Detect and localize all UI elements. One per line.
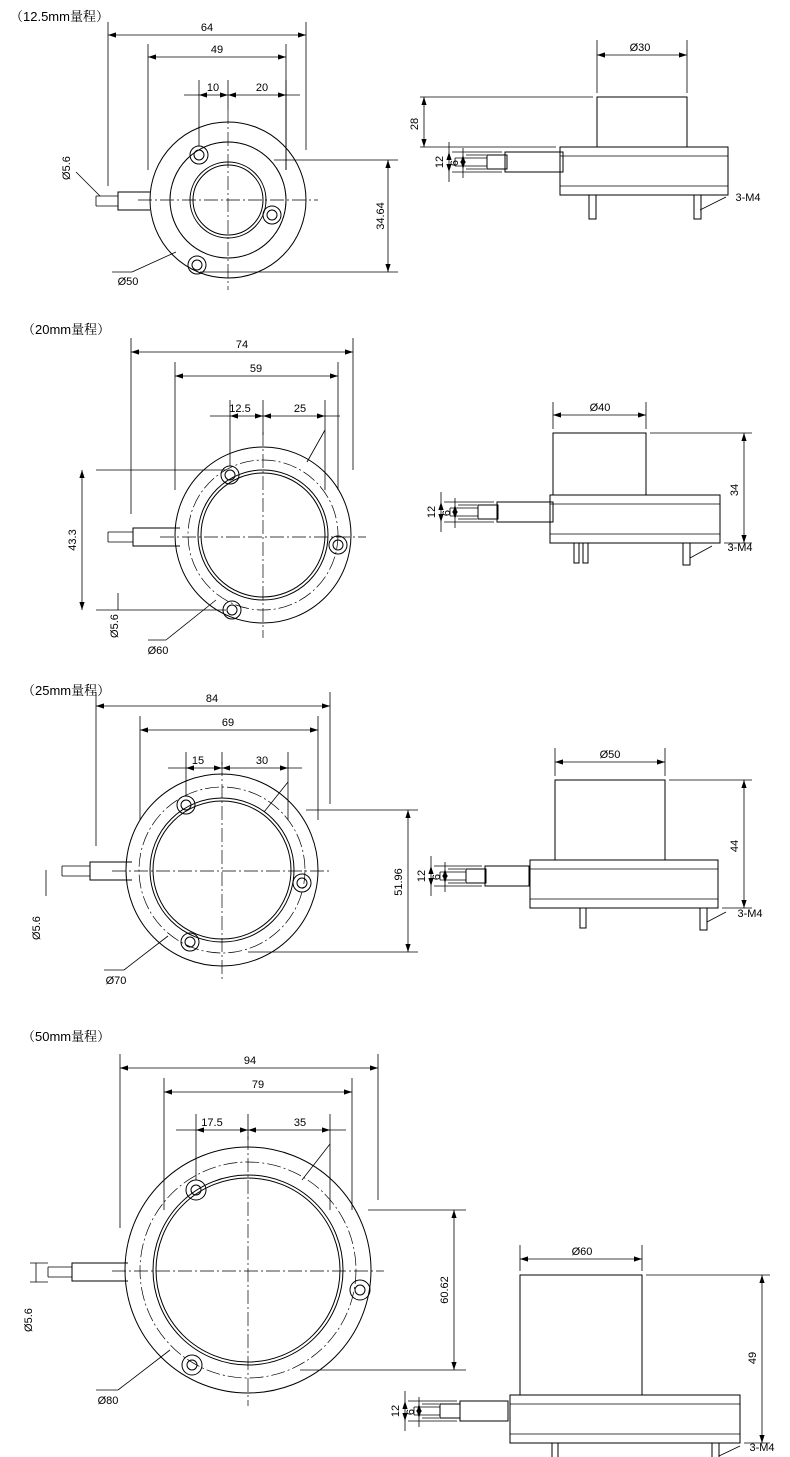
dim-69: 69 — [221, 717, 235, 729]
dim-84: 84 — [205, 693, 219, 705]
dim-d5-6: Ø5.6 — [109, 614, 121, 638]
dim-64: 64 — [200, 22, 214, 34]
dim-6: 6 — [431, 873, 443, 881]
dim-34-64: 34.64 — [375, 202, 387, 230]
dim-79: 79 — [251, 1079, 265, 1091]
dim-6: 6 — [405, 1408, 417, 1416]
dim-43-3: 43.3 — [67, 529, 79, 551]
dim-d50: Ø50 — [599, 749, 621, 761]
dim-d50: Ø50 — [117, 276, 139, 288]
section-title-range-12p5: （12.5mm量程） — [10, 9, 109, 24]
dim-6: 6 — [441, 509, 453, 517]
dim-12-5: 12.5 — [229, 403, 251, 415]
dim-15: 15 — [191, 755, 205, 767]
section-title-range-25: （25mm量程） — [22, 683, 111, 698]
dim-12: 12 — [416, 869, 428, 883]
section-range-12p5 — [0, 0, 790, 310]
section-range-50 — [0, 1020, 790, 1457]
dim-35: 35 — [293, 1117, 307, 1129]
dim-34: 34 — [729, 483, 741, 497]
dim-d5-6: Ø5.6 — [23, 1308, 35, 1332]
section-title-range-50: （50mm量程） — [22, 1029, 111, 1044]
dim-d5-6: Ø5.6 — [31, 916, 43, 940]
dim-25: 25 — [293, 403, 307, 415]
dim-94: 94 — [243, 1055, 257, 1067]
section-title-range-20: （20mm量程） — [22, 322, 111, 337]
dim-44: 44 — [729, 839, 741, 853]
dim-3-m4: 3-M4 — [727, 542, 753, 554]
dim-10: 10 — [206, 82, 220, 94]
dim-d60: Ø60 — [147, 645, 169, 657]
dim-3-m4: 3-M4 — [737, 908, 763, 920]
dim-d60: Ø60 — [571, 1246, 593, 1258]
dim-d30: Ø30 — [629, 42, 651, 54]
dim-d80: Ø80 — [97, 1395, 119, 1407]
section-range-25 — [0, 670, 790, 1020]
dim-49: 49 — [747, 1351, 759, 1365]
dim-d40: Ø40 — [589, 402, 611, 414]
dim-12: 12 — [426, 505, 438, 519]
dim-59: 59 — [249, 363, 263, 375]
dim-74: 74 — [235, 339, 249, 351]
dim-20: 20 — [255, 82, 269, 94]
dim-3-m4: 3-M4 — [749, 1442, 775, 1454]
dim-d70: Ø70 — [105, 975, 127, 987]
dim-12: 12 — [390, 1404, 402, 1418]
dim-49: 49 — [210, 44, 224, 56]
dim-6: 6 — [449, 159, 461, 167]
dim-17-5: 17.5 — [201, 1117, 223, 1129]
section-range-20 — [0, 310, 790, 670]
dim-28: 28 — [409, 117, 421, 131]
dim-30: 30 — [255, 755, 269, 767]
dim-3-m4: 3-M4 — [735, 192, 761, 204]
dim-51-96: 51.96 — [393, 868, 405, 896]
dim-12: 12 — [434, 155, 446, 169]
dim-d5-6: Ø5.6 — [61, 156, 73, 180]
dim-60-62: 60.62 — [439, 1276, 451, 1304]
